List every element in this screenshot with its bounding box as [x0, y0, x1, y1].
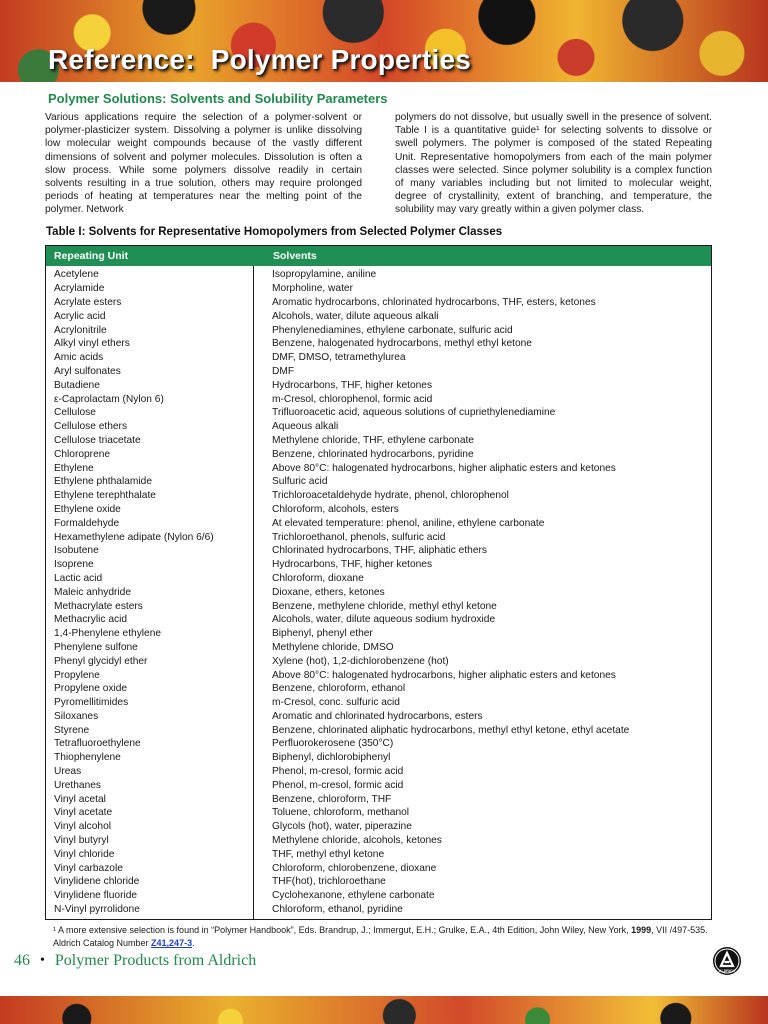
solvents-cell: Benzene, halogenated hydrocarbons, methyl ethyl ketone — [272, 338, 532, 350]
table-row — [46, 489, 711, 503]
solvents-cell: Toluene, chloroform, methanol — [272, 807, 410, 819]
table-body — [46, 266, 711, 916]
table-row — [46, 585, 711, 599]
page-footer — [14, 952, 256, 970]
repeating-unit-cell: Isoprene — [54, 559, 94, 571]
table-row — [46, 627, 711, 641]
repeating-unit-cell: Vinyl carbazole — [54, 862, 123, 874]
solvents-cell: Perfluorokerosene (350°C) — [272, 738, 394, 750]
solvents-cell: Xylene (hot), 1,2-dichlorobenzene (hot) — [272, 655, 449, 667]
repeating-unit-cell: Vinyl acetal — [54, 793, 106, 805]
solvents-cell: Cyclohexanone, ethylene carbonate — [272, 890, 435, 902]
repeating-unit-cell: Cellulose — [54, 407, 96, 419]
solvents-cell: Above 80°C: halogenated hydrocarbons, higher aliphatic esters and ketones — [272, 462, 616, 474]
repeating-unit-cell: 1,4-Phenylene ethylene — [54, 628, 162, 640]
table-row — [46, 875, 711, 889]
repeating-unit-cell: Aryl sulfonates — [54, 365, 121, 377]
solvents-cell: Sulfuric acid — [272, 476, 328, 488]
table-row — [46, 503, 711, 517]
repeating-unit-cell: Ureas — [54, 766, 82, 778]
solvents-cell: THF(hot), trichloroethane — [272, 876, 386, 888]
table-row — [46, 572, 711, 586]
repeating-unit-cell: Isobutene — [54, 545, 99, 557]
table-row — [46, 751, 711, 765]
table-row — [46, 820, 711, 834]
table-row — [46, 834, 711, 848]
repeating-unit-cell: Phenylene sulfone — [54, 641, 138, 653]
table-row — [46, 323, 711, 337]
solvents-cell: Alcohols, water, dilute aqueous sodium hydroxide — [272, 614, 496, 626]
repeating-unit-cell: Methacrylic acid — [54, 614, 128, 626]
table-row — [46, 406, 711, 420]
solvents-cell: Chloroform, alcohols, esters — [272, 503, 399, 515]
table-row — [46, 309, 711, 323]
section-title: Polymer Solutions: Solvents and Solubility Parameters — [48, 91, 388, 106]
repeating-unit-cell: Alkyl vinyl ethers — [54, 338, 130, 350]
header-repeating-unit: Repeating Unit — [54, 250, 129, 262]
solvents-cell: Benzene, methylene chloride, methyl ethyl ketone — [272, 600, 497, 612]
table-row — [46, 903, 711, 917]
header-banner — [0, 0, 768, 82]
solvents-cell: Methylene chloride, alcohols, ketones — [272, 835, 442, 847]
solvents-cell: Benzene, chlorinated aliphatic hydrocarbons, methyl ethyl ketone, ethyl acetate — [272, 724, 630, 736]
repeating-unit-cell: Acrylate esters — [54, 296, 122, 308]
solvents-cell: Aqueous alkali — [272, 421, 339, 433]
solvents-cell: Methylene chloride, THF, ethylene carbonate — [272, 434, 474, 446]
solvents-cell: Hydrocarbons, THF, higher ketones — [272, 559, 433, 571]
repeating-unit-cell: Acrylonitrile — [54, 324, 107, 336]
repeating-unit-cell: Ethylene terephthalate — [54, 490, 156, 502]
solvents-cell: m-Cresol, conc. sulfuric acid — [272, 697, 400, 709]
solvents-cell: Methylene chloride, DMSO — [272, 641, 394, 653]
table-row — [46, 282, 711, 296]
repeating-unit-cell: Maleic anhydride — [54, 586, 132, 598]
page-title: Reference: Polymer Properties — [48, 44, 472, 75]
repeating-unit-cell: Tetrafluoroethylene — [54, 738, 141, 750]
repeating-unit-cell: Propylene oxide — [54, 683, 128, 695]
table-row — [46, 723, 711, 737]
table-row — [46, 847, 711, 861]
catalog-number-link[interactable]: Z41,247-3 — [151, 938, 193, 948]
footer-bullet: • — [40, 953, 45, 968]
repeating-unit-cell: Acetylene — [54, 269, 99, 281]
page-number: 46 — [14, 952, 30, 969]
repeating-unit-cell: Ethylene — [54, 462, 94, 474]
table-row — [46, 613, 711, 627]
repeating-unit-cell: Vinyl butyryl — [54, 835, 109, 847]
repeating-unit-cell: Vinyl chloride — [54, 848, 115, 860]
solvents-cell: Trifluoroacetic acid, aqueous solutions of cupriethylenediamine — [272, 407, 556, 419]
repeating-unit-cell: Ethylene phthalamide — [54, 476, 152, 488]
table-row — [46, 792, 711, 806]
solvents-cell: Biphenyl, phenyl ether — [272, 628, 373, 640]
repeating-unit-cell: Cellulose ethers — [54, 421, 128, 433]
repeating-unit-cell: Vinyl acetate — [54, 807, 113, 819]
table-row — [46, 420, 711, 434]
intro-right-column: polymers do not dissolve, but usually swell in the presence of solvent. Table I is a quantitative guide¹ for selecting solvents to dissolve or swell polymers. The polymer is composed of the stated Repeating Unit. Representative homopolymers from each of the main polymer classes were selected. Since polymer solubility is a complex function of many variables including but not limited to molecular weight, degree of crystallinity, extent of branching, and temperature, the solubility may vary greatly within a given polymer class. — [395, 112, 712, 216]
table-row — [46, 530, 711, 544]
solvents-cell: Biphenyl, dichlorobiphenyl — [272, 752, 391, 764]
table-row — [46, 696, 711, 710]
repeating-unit-cell: Vinyl alcohol — [54, 821, 112, 833]
solvents-cell: Aromatic hydrocarbons, chlorinated hydrocarbons, THF, esters, ketones — [272, 296, 596, 308]
intro-left-column: Various applications require the selection of a polymer-solvent or polymer-plasticizer system. Dissolving a polymer is unlike dissolving low molecular weight compounds because of the vastly different dimensions of solvent and polymer molecules. Dissolution is often a slow process. While some polymers dissolve readily in certain solvents resulting in a true solution, others may require prolonged periods of heating at temperatures near the melting point of the polymer. Network — [45, 112, 362, 216]
table-row — [46, 861, 711, 875]
solvents-cell: Trichloroethanol, phenols, sulfuric acid — [272, 531, 446, 543]
repeating-unit-cell: Butadiene — [54, 379, 100, 391]
bottom-banner — [0, 996, 768, 1024]
solvents-cell: Aromatic and chlorinated hydrocarbons, esters — [272, 710, 483, 722]
solvents-cell: m-Cresol, chlorophenol, formic acid — [272, 393, 433, 405]
repeating-unit-cell: Pyromellitimides — [54, 697, 129, 709]
solvents-cell: Glycols (hot), water, piperazine — [272, 821, 412, 833]
table-row — [46, 434, 711, 448]
solvents-cell: Phenol, m-cresol, formic acid — [272, 779, 404, 791]
table-row — [46, 544, 711, 558]
table-row — [46, 365, 711, 379]
solvents-table — [45, 245, 712, 920]
table-row — [46, 654, 711, 668]
repeating-unit-cell: Chloroprene — [54, 448, 111, 460]
repeating-unit-cell: Lactic acid — [54, 572, 103, 584]
solvents-cell: Chloroform, dioxane — [272, 572, 364, 584]
table-row — [46, 889, 711, 903]
solvents-cell: Morpholine, water — [272, 283, 353, 295]
footer-text: Polymer Products from Aldrich — [54, 952, 257, 969]
table-row — [46, 778, 711, 792]
solvents-cell: Chlorinated hydrocarbons, THF, aliphatic ethers — [272, 545, 487, 557]
solvents-cell: Chloroform, chlorobenzene, dioxane — [272, 862, 437, 874]
table-row — [46, 599, 711, 613]
table-row — [46, 710, 711, 724]
table-row — [46, 378, 711, 392]
table-row — [46, 558, 711, 572]
solvents-cell: DMF — [272, 365, 295, 377]
repeating-unit-cell: Propylene — [54, 669, 100, 681]
repeating-unit-cell: Hexamethylene adipate (Nylon 6/6) — [54, 531, 214, 543]
solvents-cell: Above 80°C: halogenated hydrocarbons, higher aliphatic esters and ketones — [272, 669, 616, 681]
repeating-unit-cell: Methacrylate esters — [54, 600, 143, 612]
solvents-cell: At elevated temperature: phenol, aniline, ethylene carbonate — [272, 517, 545, 529]
repeating-unit-cell: N-Vinyl pyrrolidone — [54, 904, 140, 916]
table-header-row — [46, 246, 711, 266]
solvents-cell: DMF, DMSO, tetramethylurea — [272, 352, 406, 364]
footnote — [53, 924, 718, 950]
solvents-cell: Benzene, chlorinated hydrocarbons, pyridine — [272, 448, 474, 460]
repeating-unit-cell: Formaldehyde — [54, 517, 120, 529]
table-row — [46, 351, 711, 365]
solvents-cell: Chloroform, ethanol, pyridine — [272, 904, 403, 916]
footnote-end: . — [192, 938, 195, 948]
repeating-unit-cell: Acrylic acid — [54, 310, 106, 322]
table-row — [46, 737, 711, 751]
footnote-text-b: , VII /497-535. Aldrich Catalog Number — [53, 925, 708, 948]
solvents-cell: Dioxane, ethers, ketones — [272, 586, 385, 598]
table-row — [46, 296, 711, 310]
repeating-unit-cell: ε-Caprolactam (Nylon 6) — [54, 393, 164, 405]
table-row — [46, 475, 711, 489]
solvents-cell: Phenol, m-cresol, formic acid — [272, 766, 404, 778]
repeating-unit-cell: Acrylamide — [54, 283, 105, 295]
aldrich-logo-icon — [712, 946, 742, 976]
footnote-year: 1999 — [631, 925, 652, 935]
table-row — [46, 447, 711, 461]
solvents-cell: Alcohols, water, dilute aqueous alkali — [272, 310, 439, 322]
table-row — [46, 765, 711, 779]
table-row — [46, 268, 711, 282]
table-row — [46, 516, 711, 530]
footnote-marker: ¹ — [53, 925, 56, 935]
repeating-unit-cell: Siloxanes — [54, 710, 99, 722]
repeating-unit-cell: Phenyl glycidyl ether — [54, 655, 148, 667]
logo-text: ALDRICH — [718, 969, 736, 973]
header-solvents: Solvents — [273, 250, 317, 262]
table-row — [46, 337, 711, 351]
table-caption: Table I: Solvents for Representative Homopolymers from Selected Polymer Classes — [46, 226, 503, 238]
repeating-unit-cell: Cellulose triacetate — [54, 434, 141, 446]
repeating-unit-cell: Styrene — [54, 724, 90, 736]
repeating-unit-cell: Vinylidene chloride — [54, 876, 140, 888]
solvents-cell: Hydrocarbons, THF, higher ketones — [272, 379, 433, 391]
table-row — [46, 641, 711, 655]
repeating-unit-cell: Ethylene oxide — [54, 503, 121, 515]
repeating-unit-cell: Vinylidene fluoride — [54, 890, 138, 902]
solvents-cell: Phenylenediamines, ethylene carbonate, sulfuric acid — [272, 324, 513, 336]
table-row — [46, 461, 711, 475]
solvents-cell: Benzene, chloroform, ethanol — [272, 683, 406, 695]
column-divider — [253, 266, 254, 919]
repeating-unit-cell: Amic acids — [54, 352, 104, 364]
table-row — [46, 682, 711, 696]
solvents-cell: Isopropylamine, aniline — [272, 269, 377, 281]
solvents-cell: Benzene, chloroform, THF — [272, 793, 392, 805]
solvents-cell: THF, methyl ethyl ketone — [272, 848, 385, 860]
solvents-cell: Trichloroacetaldehyde hydrate, phenol, chlorophenol — [272, 490, 509, 502]
table-row — [46, 392, 711, 406]
repeating-unit-cell: Thiophenylene — [54, 752, 121, 764]
footnote-text-a: A more extensive selection is found in “Polymer Handbook”, Eds. Brandrup, J.; Immergut, E.H.; Grulke, E.A., 4th Edition, John Wiley, New York, — [56, 925, 632, 935]
table-row — [46, 806, 711, 820]
table-row — [46, 668, 711, 682]
repeating-unit-cell: Urethanes — [54, 779, 102, 791]
